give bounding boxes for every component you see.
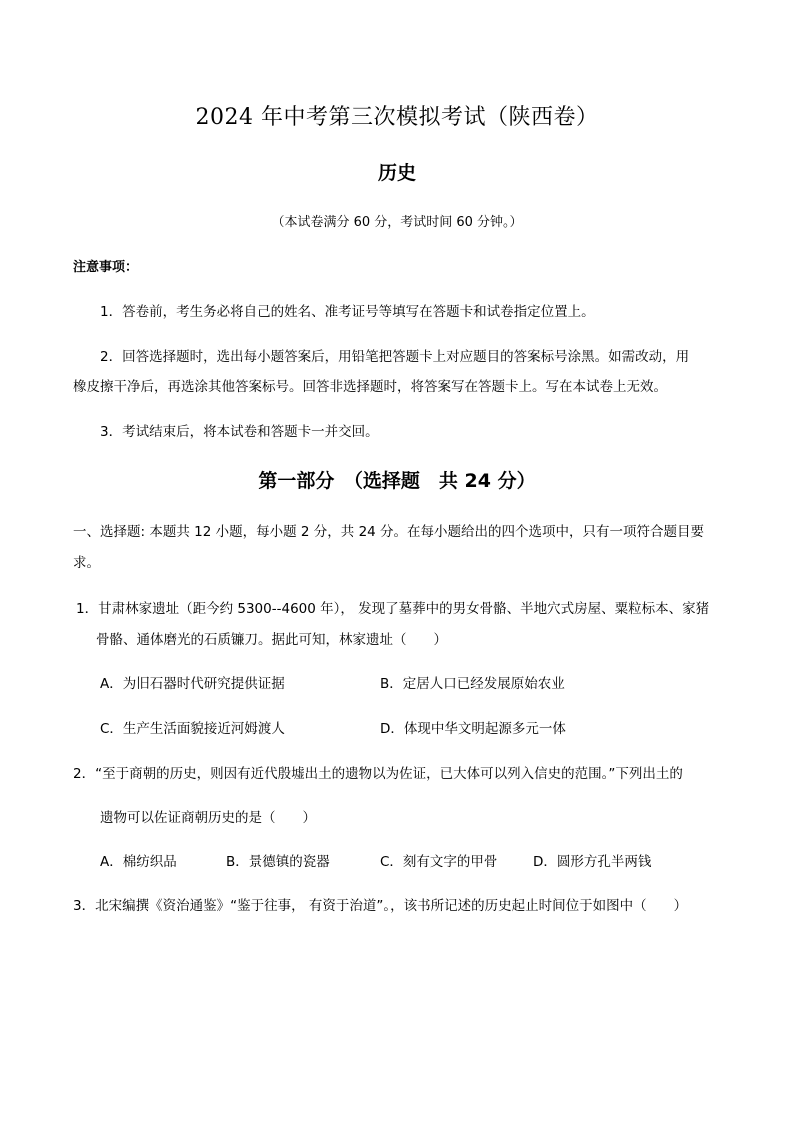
question-2-line-1: 2．“至于商朝的历史，则因有近代殷墟出土的遗物以为佐证，已大体可以列入信史的范围。”下列出土的 xyxy=(73,766,683,782)
question-1-option-c: C．生产生活面貌接近河姆渡人 xyxy=(100,721,285,737)
section-title: 第一部分 （选择题 共 24 分） xyxy=(258,470,536,492)
question-1-line-1: 1．甘肃林家遗址（距今约 5300--4600 年）， 发现了墓葬中的男女骨骼、半地穴式房屋、粟粒标本、家猪 xyxy=(76,601,710,617)
question-2-option-c: C．刻有文字的甲骨 xyxy=(380,854,498,870)
subject-title: 历史 xyxy=(377,162,416,184)
question-2-option-d: D．圆形方孔半两钱 xyxy=(533,854,652,870)
question-1-option-a: A．为旧石器时代研究提供证据 xyxy=(100,676,285,692)
exam-meta: （本试卷满分 60 分，考试时间 60 分钟。） xyxy=(271,215,523,230)
question-1-line-2: 骨骼、通体磨光的石质镰刀。据此可知，林家遗址（ ） xyxy=(96,632,447,648)
question-1-option-b: B．定居人口已经发展原始农业 xyxy=(380,676,565,692)
notice-item-3: 3．考试结束后，将本试卷和答题卡一并交回。 xyxy=(100,424,379,440)
question-3-line-1: 3．北宋编撰《资治通鉴》“鉴于往事， 有资于治道”。，该书所记述的历史起止时间位于如图中（ ） xyxy=(73,898,688,914)
exam-title: 2024 年中考第三次模拟考试（陕西卷） xyxy=(195,105,599,130)
notice-item-1: 1．答卷前，考生务必将自己的姓名、准考证号等填写在答题卡和试卷指定位置上。 xyxy=(100,304,595,320)
question-2-option-b: B．景德镇的瓷器 xyxy=(226,854,330,870)
notice-title: 注意事项： xyxy=(73,260,139,275)
section-intro-line-2: 求。 xyxy=(73,555,100,571)
notice-item-2-line-2: 橡皮擦干净后，再选涂其他答案标号。回答非选择题时，将答案写在答题卡上。写在本试卷上无效。 xyxy=(73,379,667,395)
question-2-line-2: 遗物可以佐证商朝历史的是（ ） xyxy=(100,810,316,826)
notice-item-2-line-1: 2．回答选择题时，选出每小题答案后，用铅笔把答题卡上对应题目的答案标号涂黑。如需改动，用 xyxy=(100,349,690,365)
question-1-option-d: D．体现中华文明起源多元一体 xyxy=(380,721,566,737)
section-intro-line-1: 一、选择题: 本题共 12 小题，每小题 2 分，共 24 分。在每小题给出的四个选项中，只有一项符合题目要 xyxy=(73,524,705,540)
question-2-option-a: A．棉纺织品 xyxy=(100,854,177,870)
